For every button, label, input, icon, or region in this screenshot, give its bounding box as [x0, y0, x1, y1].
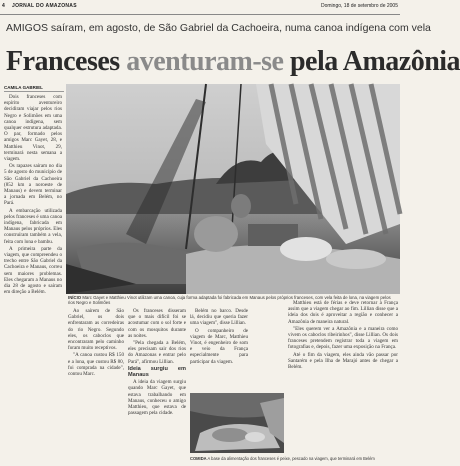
caption-text: A base da alimentação dos franceses é peixe, pescado na viagem, que terminará em Belém [207, 456, 375, 461]
newspaper-name: JORNAL DO AMAZONAS [12, 3, 77, 9]
headline-part-1: Franceses [6, 46, 120, 77]
paragraph: "A canoa custou R$ 150 e a lona, que custou R$ 80, foi comprada na cidade", contou Marc. [68, 352, 124, 378]
paragraph: O companheiro de viagem de Marc, Matthieu Vinot, é engenheiro de som e veio da França especialmente para participar da viagem. [190, 327, 248, 365]
paragraph: Dois franceses com espírito aventureiro decidiram viajar pelos rios Negro e Solimões em uma canoa indígena, sem qualquer estrutura adaptada. O par, formado pelos amigos Marc Gayet, 28, e Matthieu Vinot, 29, terminará nesta semana a viagem. [4, 94, 62, 163]
caption-lead: COMIDA [190, 456, 207, 461]
small-photo-food [190, 393, 284, 453]
issue-date: Domingo, 18 de setembro de 2005 [321, 3, 398, 9]
article-kicker: AMIGOS saíram, em agosto, de São Gabriel da Cachoeira, numa canoa indígena com vela [6, 22, 431, 34]
headline-part-2: aventuram-se [126, 46, 284, 77]
caption-text: Marc Gayet e Matthieu Vinot utilizam uma canoa, cuja forma adaptada foi fabricada em Manaus pelos próprios franceses, com vela feita de lona, na viagem pelos rios Negro e Solimões [68, 295, 391, 306]
paragraph: Belém no barco. Desde lá, decidiu que queria fazer uma viagem", disse Lillian. [190, 308, 248, 327]
page-number: 4 [2, 3, 5, 9]
section-subhead: Ideia surgiu em Manaus [128, 365, 186, 379]
main-photo-canoe [66, 84, 400, 294]
paragraph: "Pela chegada a Belém, eles precisam sair dos rios do Amazonas e entrar pelo Pará", afirmou Lillian. [128, 340, 186, 365]
page-header [0, 0, 400, 15]
article-headline [6, 46, 460, 78]
paragraph: Até o fim da viagem, eles ainda vão passar por Santarém e pela Ilha de Marajó antes de chegar a Belém. [288, 351, 398, 371]
paragraph: "Eles querem ver a Amazônia e a maneira como vivem os caboclos ribeirinhos", disse Lillian. Os dois franceses pretendem registrar toda a viagem em fotografias e, depois, fazer uma exposição na França. [288, 325, 398, 351]
column-2 [68, 308, 124, 460]
byline: CAMILA GABRIEL [4, 85, 64, 92]
paragraph: Ao saírem de São Gabriel, os dois enfrentaram as corredeiras do rio Negro. Segundo eles, os caboclos que encontraram pelo caminho foram muito receptivos. [68, 308, 124, 352]
paragraph: A embarcação utilizada pelos franceses é uma canoa indígena, fabricada em Manaus pelos próprios. Eles construíram também a vela, feita com lona e bambu. [4, 207, 62, 245]
headline-part-3: pela Amazônia [289, 46, 460, 77]
paragraph: Os franceses disseram que o mais difícil foi se acostumar com o sol forte e com os mosquitos durante as noites. [128, 308, 186, 339]
caption-lead: INÍCIO [68, 295, 82, 300]
paragraph: Os rapazes saíram no dia 5 de agosto do município de São Gabriel da Cachoeira (852 km a noroeste de Manaus) e devem terminar a jornada em Belém, no Pará. [4, 163, 62, 207]
paragraph: Matthieu está de férias e deve retornar à França assim que a viagem chegar ao fim. Lillian disse que a ideia dos dois é aproveitar a região e conhecer a Amazônia de maneira natural. [288, 300, 398, 325]
column-3 [128, 308, 186, 460]
column-1 [4, 94, 62, 460]
column-5 [288, 300, 398, 452]
paragraph: A primeira parte da viagem, que compreendeu o trecho entre São Gabriel da Cachoeira e Manaus, correu sem maiores problemas. Eles chegaram a Manaus no dia 28 de agosto e saíram em direção a Belém. [4, 245, 62, 296]
column-4 [190, 308, 248, 388]
small-photo-caption [190, 456, 400, 461]
paragraph: A ideia da viagem surgiu quando Marc Gayet, que estava trabalhando em Manaus, conheceu o amigo Matthieu, que estava de passagem pela cidade. [128, 379, 186, 417]
